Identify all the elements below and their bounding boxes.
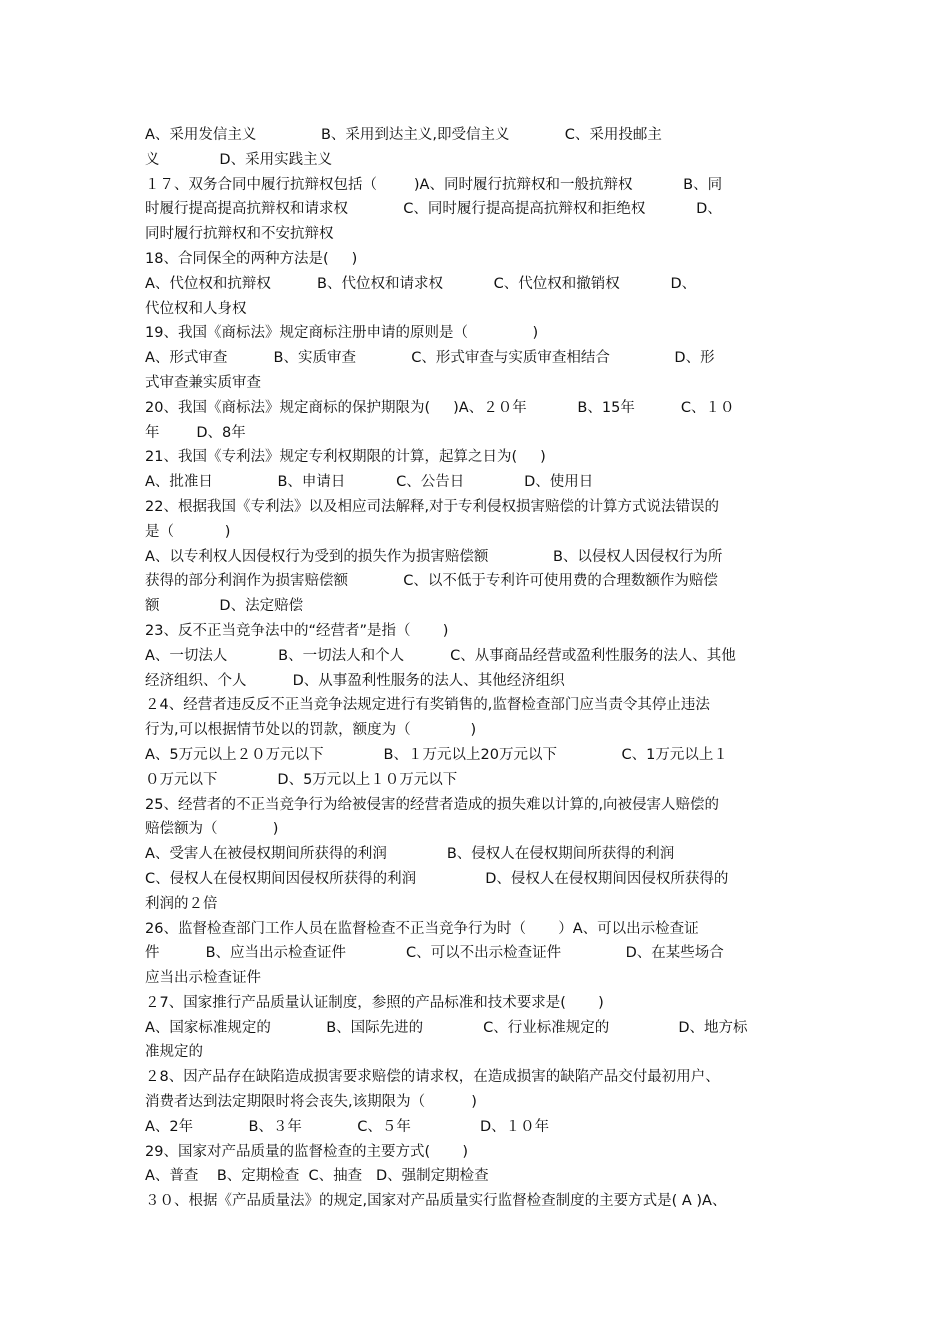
- text-line: 时履行提高提高抗辩权和请求权 C、同时履行提高提高抗辩权和拒绝权 D、: [145, 201, 722, 218]
- text-line: 26、监督检查部门工作人员在监督检查不正当竞争行为时（ ）A、可以出示检查证: [145, 920, 699, 937]
- text-line: 22、根据我国《专利法》以及相应司法解释,对于专利侵权损害赔偿的计算方式说法错误的: [145, 498, 720, 515]
- text-line: 23、反不正当竞争法中的“经营者”是指（ ): [145, 622, 449, 639]
- text-line: 应当出示检查证件: [145, 970, 261, 987]
- text-line: ２7、国家推行产品质量认证制度，参照的产品标准和技术要求是( ): [145, 994, 604, 1011]
- text-line: 19、我国《商标法》规定商标注册申请的原则是（ ): [145, 325, 539, 342]
- text-line: A、国家标准规定的 B、国际先进的 C、行业标准规定的 D、地方标: [145, 1019, 748, 1036]
- text-line: A、受害人在被侵权期间所获得的利润 B、侵权人在侵权期间所获得的利润: [145, 846, 675, 863]
- text-line: 义 D、采用实践主义: [145, 151, 333, 168]
- text-line: A、批准日 B、申请日 C、公告日 D、使用日: [145, 474, 594, 491]
- text-line: 获得的部分利润作为损害赔偿额 C、以不低于专利许可使用费的合理数额作为赔偿: [145, 573, 718, 590]
- text-line: 经济组织、个人 D、从事盈利性服务的法人、其他经济组织: [145, 672, 565, 689]
- text-line: 赔偿额为（ ): [145, 821, 279, 838]
- text-line: 是（ ): [145, 523, 231, 540]
- text-line: ２8、因产品存在缺陷造成损害要求赔偿的请求权，在造成损害的缺陷产品交付最初用户、: [145, 1069, 720, 1086]
- text-line: ２4、经营者违反反不正当竞争法规定进行有奖销售的,监督检查部门应当责令其停止违法: [145, 697, 710, 714]
- text-line: 件 B、应当出示检查证件 C、可以不出示检查证件 D、在某些场合: [145, 945, 724, 962]
- text-line: １７、双务合同中履行抗辩权包括（ )A、同时履行抗辩权和一般抗辩权 B、同: [145, 176, 723, 193]
- text-line: 准规定的: [145, 1044, 203, 1061]
- text-line: C、侵权人在侵权期间因侵权所获得的利润 D、侵权人在侵权期间因侵权所获得的: [145, 870, 729, 887]
- text-line: ３０、根据《产品质量法》的规定,国家对产品质量实行监督检查制度的主要方式是( A )A、: [145, 1193, 727, 1210]
- text-line: 式审查兼实质审查: [145, 374, 261, 391]
- text-line: ０万元以下 D、5万元以上１０万元以下: [145, 771, 458, 788]
- text-line: 年 D、8年: [145, 424, 246, 441]
- text-line: 额 D、法定赔偿: [145, 598, 304, 615]
- text-line: A、形式审查 B、实质审查 C、形式审查与实质审查相结合 D、形: [145, 350, 715, 367]
- text-line: 20、我国《商标法》规定商标的保护期限为( )A、２０年 B、15年 C、１０: [145, 399, 735, 416]
- text-line: A、普查 B、定期检查 C、抽查 D、强制定期检查: [145, 1168, 489, 1185]
- text-line: 21、我国《专利法》规定专利权期限的计算，起算之日为( ): [145, 449, 546, 466]
- text-line: 25、经营者的不正当竞争行为给被侵害的经营者造成的损失难以计算的,向被侵害人赔偿的: [145, 796, 720, 813]
- text-line: A、5万元以上２０万元以下 B、１万元以上20万元以下 C、1万元以上１: [145, 746, 728, 763]
- text-line: A、一切法人 B、一切法人和个人 C、从事商品经营或盈利性服务的法人、其他: [145, 647, 736, 664]
- question-text-block: [145, 123, 810, 1214]
- text-line: 消费者达到法定期限时将会丧失,该期限为（ ): [145, 1094, 477, 1111]
- text-line: 行为,可以根据情节处以的罚款，额度为（ ): [145, 722, 477, 739]
- text-line: A、代位权和抗辩权 B、代位权和请求权 C、代位权和撤销权 D、: [145, 275, 697, 292]
- text-line: 代位权和人身权: [145, 300, 247, 317]
- text-line: A、采用发信主义 B、采用到达主义,即受信主义 C、采用投邮主: [145, 127, 662, 143]
- text-line: 利润的２倍: [145, 895, 218, 912]
- text-line: 同时履行抗辩权和不安抗辩权: [145, 226, 334, 243]
- text-line: 29、国家对产品质量的监督检查的主要方式( ): [145, 1143, 469, 1160]
- text-line: A、以专利权人因侵权行为受到的损失作为损害赔偿额 B、以侵权人因侵权行为所: [145, 548, 723, 565]
- text-line: 18、合同保全的两种方法是( ): [145, 250, 358, 267]
- text-line: A、2年 B、３年 C、５年 D、１０年: [145, 1118, 550, 1135]
